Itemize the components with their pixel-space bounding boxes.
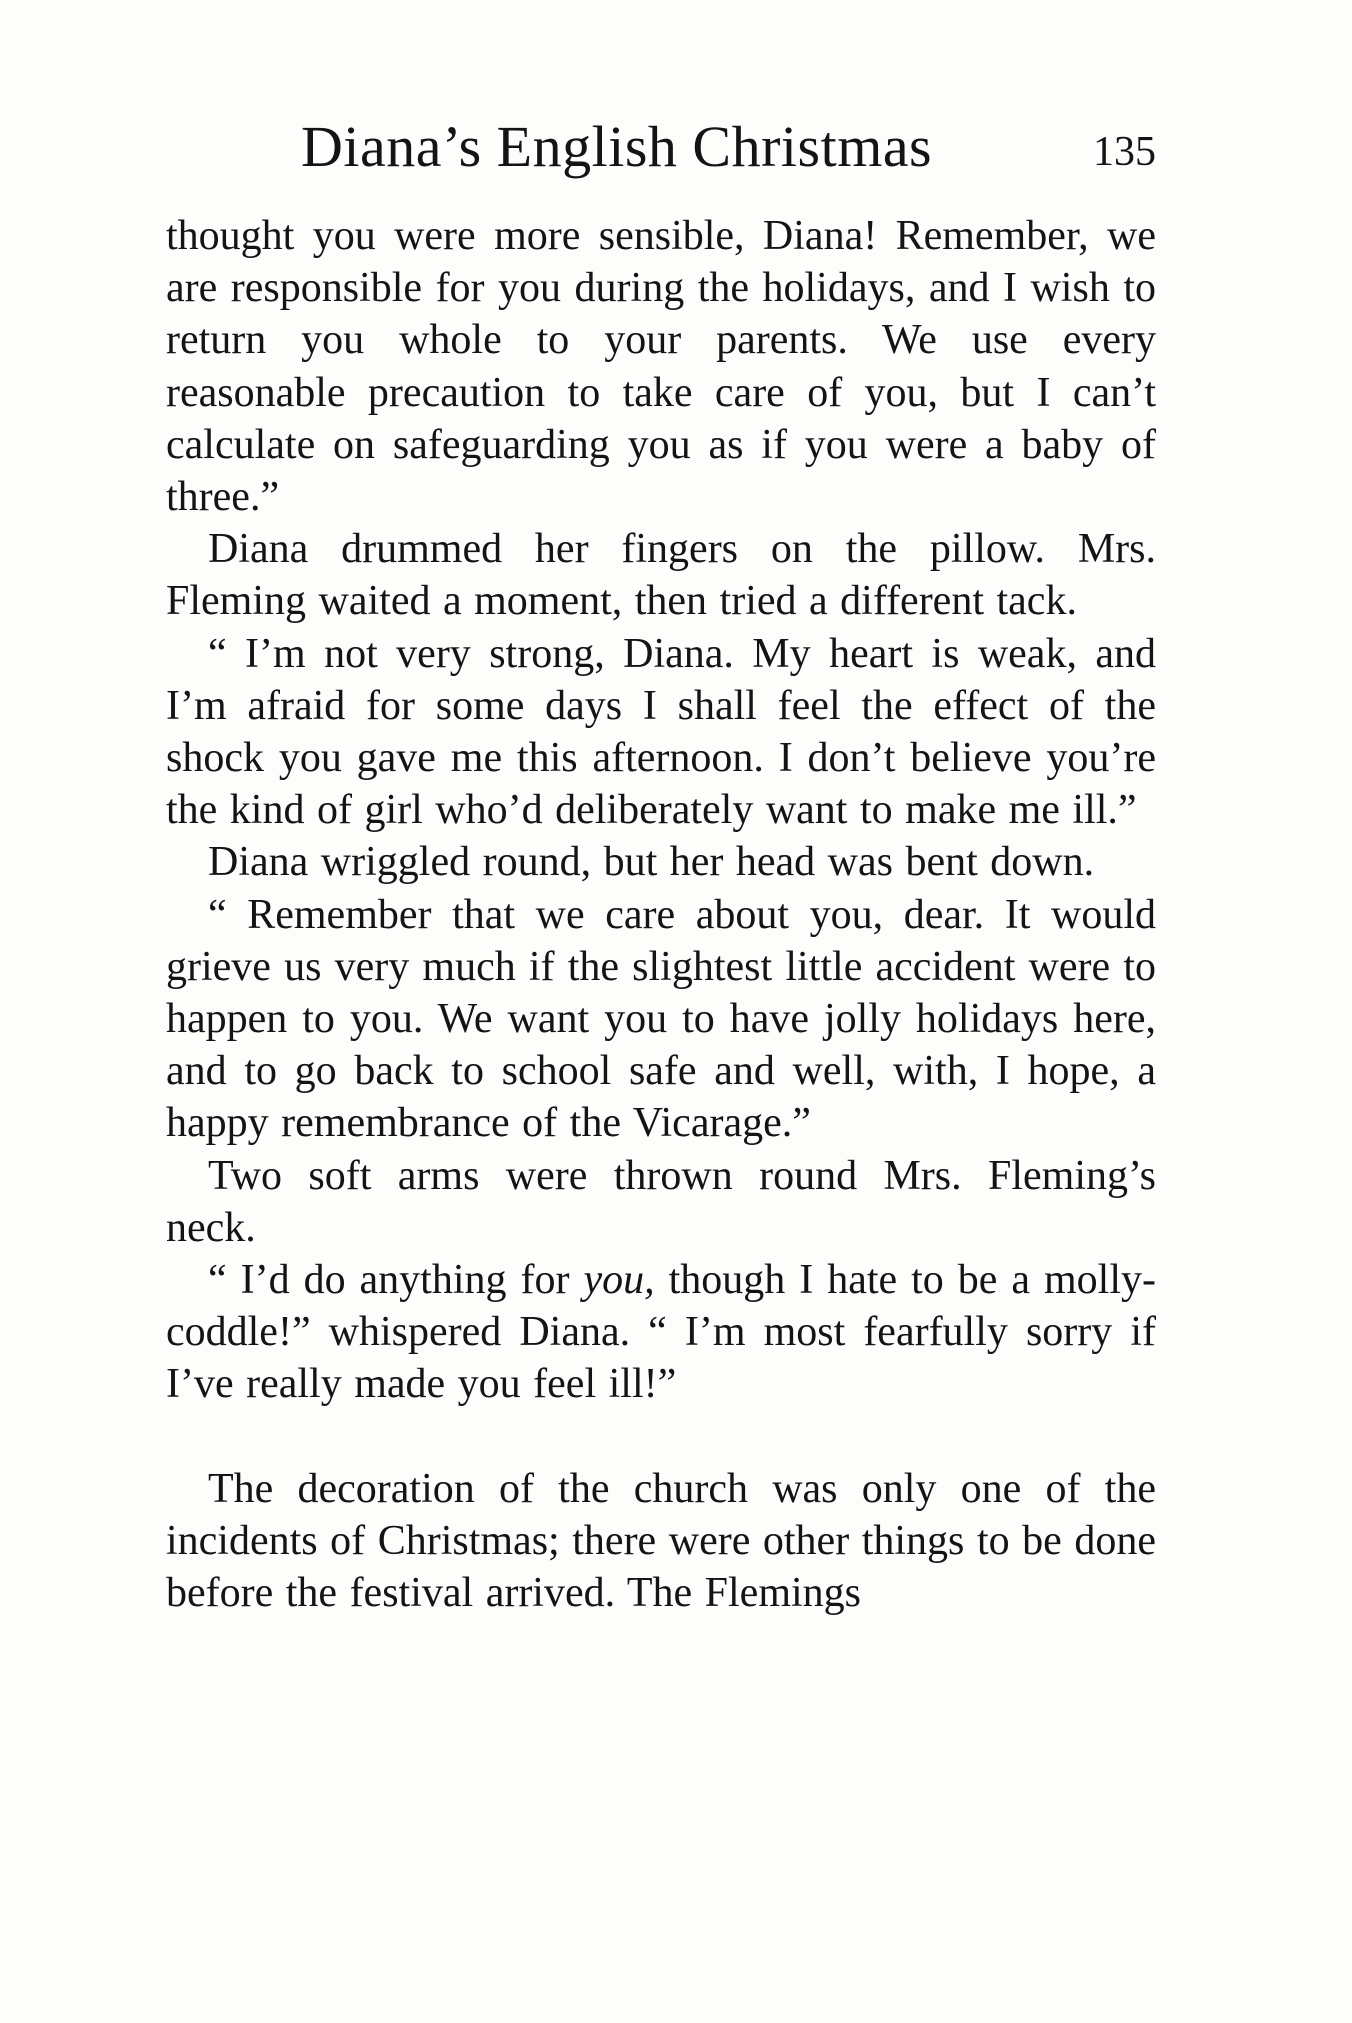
quote-start-text: “ I’d do anything for — [208, 1257, 584, 1304]
page-number: 135 — [1093, 129, 1156, 175]
paragraph-do-anything — [166, 1254, 1156, 1411]
paragraph-decoration: The decoration of the church was only one of the incidents of Christmas; there were other things to be done before the festival arrived. The Flemings — [166, 1465, 1156, 1617]
paragraph-diana-drummed: Diana drummed her fingers on the pillow. Mrs. Fleming waited a moment, then tried a different tack. — [166, 526, 1156, 625]
quote-end-text: though I hate to be a molly-coddle!” whispered Diana. “ I’m most fearfully sorry if I’ve really made you feel ill!” — [166, 1257, 1156, 1408]
paragraph-not-very-strong: “ I’m not very strong, Diana. My heart is weak, and I’m afraid for some days I shall feel the effect of the shock you gave me this afternoon. I don’t believe you’re the kind of girl who’d deliberately want to make me ill.” — [166, 630, 1156, 834]
page-header — [166, 112, 1156, 182]
paragraph-remember: “ Remember that we care about you, dear. It would grieve us very much if the slightest little accident were to happen to you. We want you to have jolly holidays here, and to go back to school safe and well, with, I hope, a happy remembrance of the Vicarage.” — [166, 891, 1156, 1147]
paragraph-diana-wriggled: Diana wriggled round, but her head was bent down. — [208, 839, 1095, 886]
emphasis-you: you, — [583, 1257, 655, 1304]
body-text — [166, 210, 1156, 1619]
running-title: Diana’s English Christmas — [301, 114, 933, 179]
paragraph-continuation: thought you were more sensible, Diana! Remember, we are responsible for you during the holidays, and I wish to return you whole to your parents. We use every reasonable precaution to take care of you, but I can’t calculate on safeguarding you as if you were a baby of three.” — [166, 213, 1156, 521]
paragraph-soft-arms: Two soft arms were thrown round Mrs. Fleming’s neck. — [166, 1152, 1156, 1251]
